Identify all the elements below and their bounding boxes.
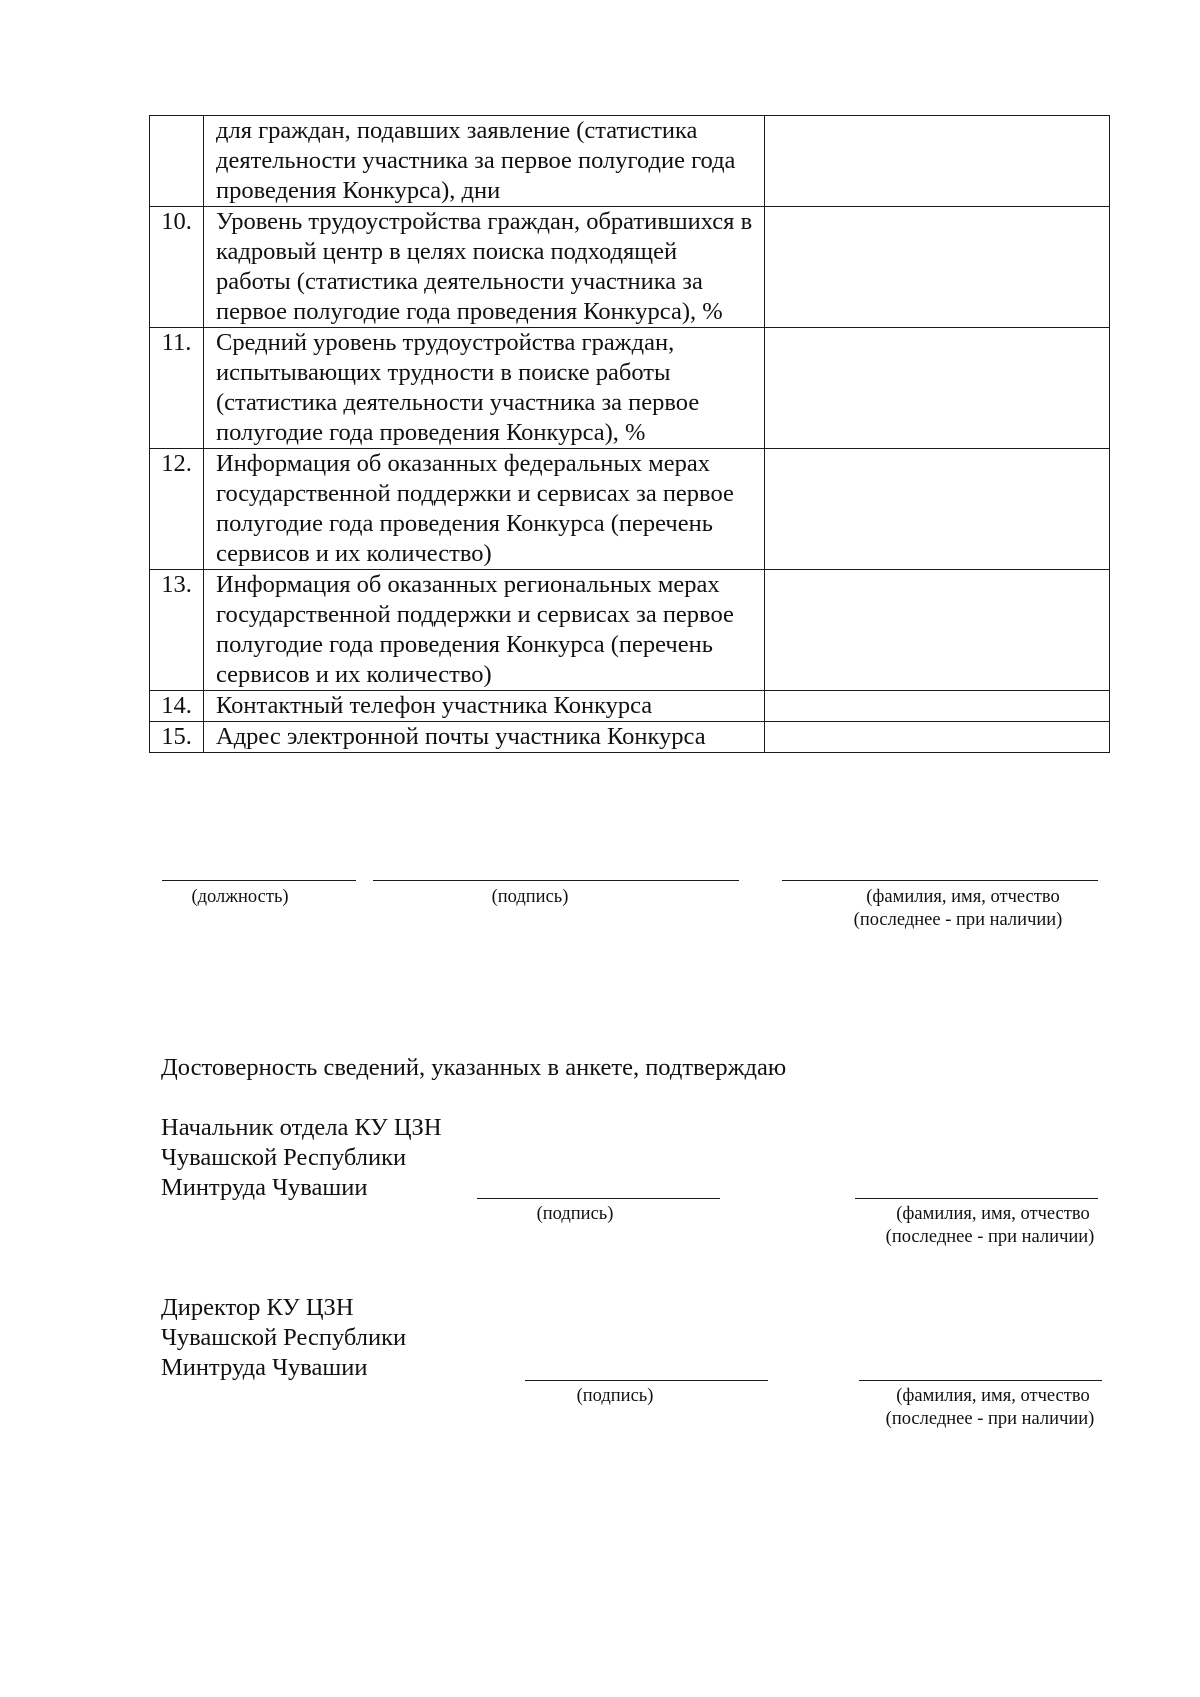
questionnaire-table	[149, 115, 1110, 753]
table-row	[150, 691, 1110, 722]
row-number: 12.	[150, 449, 204, 570]
confirmation-statement: Достоверность сведений, указанных в анкете, подтверждаю	[161, 1054, 787, 1081]
fio-caption-line2: (последнее - при наличии)	[853, 910, 1063, 930]
row-value-cell	[765, 207, 1110, 328]
head-title-line2: Чувашской Республики	[161, 1144, 407, 1171]
row-value-cell	[765, 570, 1110, 691]
row-indicator-text: Уровень трудоустройства граждан, обратившихся в кадровый центр в целях поиска подходящей работы (статистика деятельности участника за первое полугодие года проведения Конкурса), %	[204, 207, 765, 328]
row-indicator-text: Адрес электронной почты участника Конкурса	[204, 722, 765, 753]
director-title-line3: Минтруда Чувашии	[161, 1354, 368, 1381]
row-number: 13.	[150, 570, 204, 691]
director-signature-line	[525, 1380, 768, 1381]
row-indicator-text: Средний уровень трудоустройства граждан, испытывающих трудности в поиске работы (статистика деятельности участника за первое полугодие года проведения Конкурса), %	[204, 328, 765, 449]
row-number: 10.	[150, 207, 204, 328]
head-fio-caption-line1: (фамилия, имя, отчество	[896, 1204, 1090, 1224]
director-fio-line	[859, 1380, 1102, 1381]
row-value-cell	[765, 449, 1110, 570]
table-row	[150, 328, 1110, 449]
head-signature-caption: (подпись)	[536, 1204, 614, 1224]
signature-caption: (подпись)	[491, 887, 569, 907]
head-title-line1: Начальник отдела КУ ЦЗН	[161, 1114, 442, 1141]
row-value-cell	[765, 328, 1110, 449]
position-caption: (должность)	[191, 887, 289, 907]
row-number: 11.	[150, 328, 204, 449]
row-value-cell	[765, 116, 1110, 207]
fio-caption-line1: (фамилия, имя, отчество	[866, 887, 1060, 907]
row-indicator-text: Информация об оказанных федеральных мерах государственной поддержки и сервисах за первое полугодие года проведения Конкурса (перечень сервисов и их количество)	[204, 449, 765, 570]
head-fio-line	[855, 1198, 1098, 1199]
director-fio-caption-line1: (фамилия, имя, отчество	[896, 1386, 1090, 1406]
director-signature-caption: (подпись)	[576, 1386, 654, 1406]
signature-line	[373, 880, 739, 881]
head-title-line3: Минтруда Чувашии	[161, 1174, 368, 1201]
row-number: 15.	[150, 722, 204, 753]
row-number: 14.	[150, 691, 204, 722]
row-indicator-text: Информация об оказанных региональных мерах государственной поддержки и сервисах за первое полугодие года проведения Конкурса (перечень сервисов и их количество)	[204, 570, 765, 691]
head-signature-line	[477, 1198, 720, 1199]
table-row	[150, 207, 1110, 328]
director-fio-caption-line2: (последнее - при наличии)	[885, 1409, 1095, 1429]
director-title-line1: Директор КУ ЦЗН	[161, 1294, 354, 1321]
table-row	[150, 116, 1110, 207]
director-title-line2: Чувашской Республики	[161, 1324, 407, 1351]
table-row	[150, 570, 1110, 691]
table-row	[150, 722, 1110, 753]
row-indicator-text: для граждан, подавших заявление (статистика деятельности участника за первое полугодие года проведения Конкурса), дни	[204, 116, 765, 207]
row-value-cell	[765, 691, 1110, 722]
head-fio-caption-line2: (последнее - при наличии)	[885, 1227, 1095, 1247]
position-signature-line	[162, 880, 356, 881]
table-row	[150, 449, 1110, 570]
row-number	[150, 116, 204, 207]
fio-signature-line	[782, 880, 1098, 881]
row-indicator-text: Контактный телефон участника Конкурса	[204, 691, 765, 722]
row-value-cell	[765, 722, 1110, 753]
